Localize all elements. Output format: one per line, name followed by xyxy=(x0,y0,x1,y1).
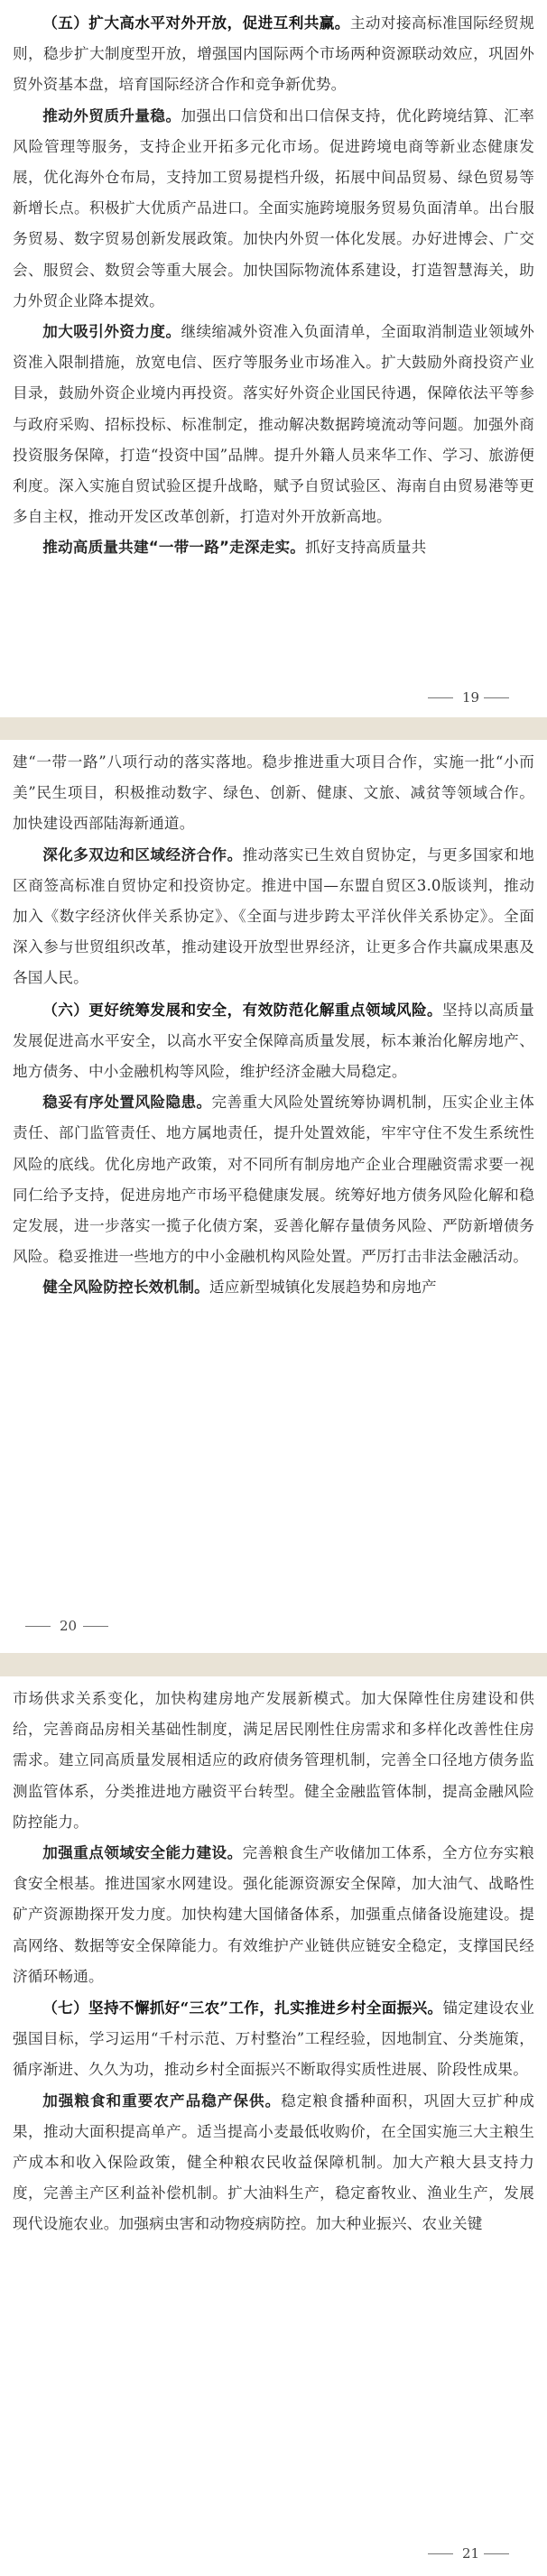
subsection-heading: 推动高质量共建“一带一路”走深走实。 xyxy=(42,539,306,557)
paragraph-text: 锚定建设农业强国目标，学习运用“千村示范、万村整治”工程经验，因地制宜、分类施策，循序渐进、久久为功，推动乡村全面振兴不断取得实质性进展、阶段性成果。 xyxy=(13,1999,534,2079)
subsection-heading: 加强粮食和重要农产品稳产保供。 xyxy=(42,2091,282,2110)
page-number-rule xyxy=(428,697,453,698)
paragraph-text: 建“一带一路”八项行动的落实落地。稳步推进重大项目合作，实施一批“小而美”民生项目，积极推动数字、绿色、创新、健康、文旅、减贫等领域合作。加快建设西部陆海新通道。 xyxy=(13,753,534,833)
paragraph-text: 完善重大风险处置统筹协调机制，压实企业主体责任、部门监管责任、地方属地责任，提升处置效能，牢牢守住不发生系统性风险的底线。优化房地产政策，对不同所有制房地产企业合理融资需求要一视同仁给予支持，促进房地产市场平稳健康发展。统筹好地方债务风险化解和稳定发展，进一步落实一揽子化债方案，妥善化解存量债务风险、严防新增债务风险。稳妥推进一些地方的中小金融机构风险处置。严厉打击非法金融活动。 xyxy=(13,1094,534,1266)
page-number xyxy=(0,1617,547,1635)
paragraph xyxy=(13,1838,534,1992)
paragraph-text: 继续缩减外资准入负面清单，全面取消制造业领域外资准入限制措施，放宽电信、医疗等服务业市场准入。扩大鼓励外商投资产业目录，鼓励外资企业境内再投资。落实好外资企业国民待遇，保障依法平等参与政府采购、招标投标、标准制定，推动解决数据跨境流动等问题。加强外商投资服务保障，打造“投资中国”品牌。提升外籍人员来华工作、学习、旅游便利度。深入实施自贸试验区提升战略，赋予自贸试验区、海南自由贸易港等更多自主权，推动开发区改革创新，打造对外开放新高地。 xyxy=(13,323,534,526)
section-heading: （六）更好统筹发展和安全，有效防范化解重点领域风险。 xyxy=(42,1000,443,1019)
subsection-heading: 稳妥有序处置风险隐患。 xyxy=(42,1094,212,1112)
page-number-value: 20 xyxy=(60,1618,78,1634)
page-body xyxy=(13,1684,534,2240)
paragraph-text: 主动对接高标准国际经贸规则，稳步扩大制度型开放，增强国内国际两个市场两种资源联动效应，巩固外贸外资基本盘，培育国际经济合作和竞争新优势。 xyxy=(13,14,534,94)
paragraph-text: 坚持以高质量发展促进高水平安全，以高水平安全保障高质量发展，标本兼治化解房地产、地方债务、中小金融机构等风险，维护经济金融大局稳定。 xyxy=(13,1001,535,1081)
paragraph xyxy=(13,7,534,101)
paragraph-continued xyxy=(13,747,534,840)
paragraph-text: 完善粮食生产收储加工体系，全方位夯实粮食安全根基。推进国家水网建设。强化能源资源安全保障，加大油气、战略性矿产资源勘探开发力度。加快构建大国储备体系，加强重点储备设施建设。提高网络、数据等安全保障能力。有效维护产业链供应链安全稳定，支撑国民经济循环畅通。 xyxy=(13,1844,534,1985)
document-page-20 xyxy=(0,740,547,1653)
page-number-rule xyxy=(428,2553,453,2554)
paragraph xyxy=(13,101,534,317)
page-body xyxy=(13,7,534,564)
document-page-21 xyxy=(0,1676,547,2576)
paragraph xyxy=(13,317,534,532)
subsection-heading: 推动外贸质升量稳。 xyxy=(42,106,181,125)
subsection-heading: 加大吸引外资力度。 xyxy=(42,323,181,341)
paragraph-text: 市场供求关系变化，加快构建房地产发展新模式。加大保障性住房建设和供给，完善商品房相关基础性制度，满足居民刚性住房需求和多样化改善性住房需求。建立同高质量发展相适应的政府债务管理机制，完善全口径地方债务监测监管体系，分类推进地方融资平台转型。健全金融监管体制，提高金融风险防控能力。 xyxy=(13,1690,534,1831)
page-body xyxy=(13,747,534,1304)
subsection-heading: 深化多双边和区域经济合作。 xyxy=(42,845,243,863)
paragraph xyxy=(13,1272,534,1303)
paragraph xyxy=(13,994,534,1088)
paragraph-text: 推动落实已生效自贸协定，与更多国家和地区商签高标准自贸协定和投资协定。推进中国—东盟自贸区3.0版谈判，推动加入《数字经济伙伴关系协定》、《全面与进步跨太平洋伙伴关系协定》。全面深入参与世贸组织改革，推动建设开放型世界经济，让更多合作共赢成果惠及各国人民。 xyxy=(13,845,534,987)
document-page-19 xyxy=(0,0,547,717)
paragraph xyxy=(13,2086,534,2240)
section-heading: （五）扩大高水平对外开放，促进互利共赢。 xyxy=(42,14,350,32)
paragraph xyxy=(13,1992,534,2086)
page-number-rule xyxy=(484,2553,509,2554)
paragraph-text: 适应新型城镇化发展趋势和房地产 xyxy=(209,1279,437,1297)
page-number-rule xyxy=(484,697,509,698)
page-number-rule xyxy=(25,1626,51,1627)
page-number-value: 19 xyxy=(462,689,480,706)
section-heading: （七）坚持不懈抓好“三农”工作，扎实推进乡村全面振兴。 xyxy=(42,1999,443,2017)
paragraph xyxy=(13,532,534,563)
page-number-value: 21 xyxy=(462,2545,480,2562)
page-number xyxy=(0,688,547,706)
paragraph xyxy=(13,840,534,994)
page-number xyxy=(0,2544,547,2562)
subsection-heading: 加强重点领域安全能力建设。 xyxy=(42,1844,243,1862)
page-number-rule xyxy=(83,1626,108,1627)
paragraph-text: 稳定粮食播种面积，巩固大豆扩种成果，推动大面积提高单产。适当提高小麦最低收购价，在全国实施三大主粮生产成本和收入保险政策，健全种粮农民收益保障机制。加大产粮大县支持力度，完善主产区利益补偿机制。扩大油料生产，稳定畜牧业、渔业生产，发展现代设施农业。加强病虫害和动物疫病防控。加大种业振兴、农业关键 xyxy=(13,2091,535,2233)
paragraph-text: 加强出口信贷和出口信保支持，优化跨境结算、汇率风险管理等服务，支持企业开拓多元化市场。促进跨境电商等新业态健康发展，优化海外仓布局，支持加工贸易提档升级，拓展中间品贸易、绿色贸易等新增长点。积极扩大优质产品进口。全面实施跨境服务贸易负面清单。出台服务贸易、数字贸易创新发展政策。加快内外贸一体化发展。办好进博会、广交会、服贸会、数贸会等重大展会。加快国际物流体系建设，打造智慧海关，助力外贸企业降本提效。 xyxy=(13,106,534,309)
subsection-heading: 健全风险防控长效机制。 xyxy=(42,1279,209,1297)
paragraph-text: 抓好支持高质量共 xyxy=(305,539,427,557)
paragraph xyxy=(13,1087,534,1272)
paragraph-continued xyxy=(13,1684,534,1838)
